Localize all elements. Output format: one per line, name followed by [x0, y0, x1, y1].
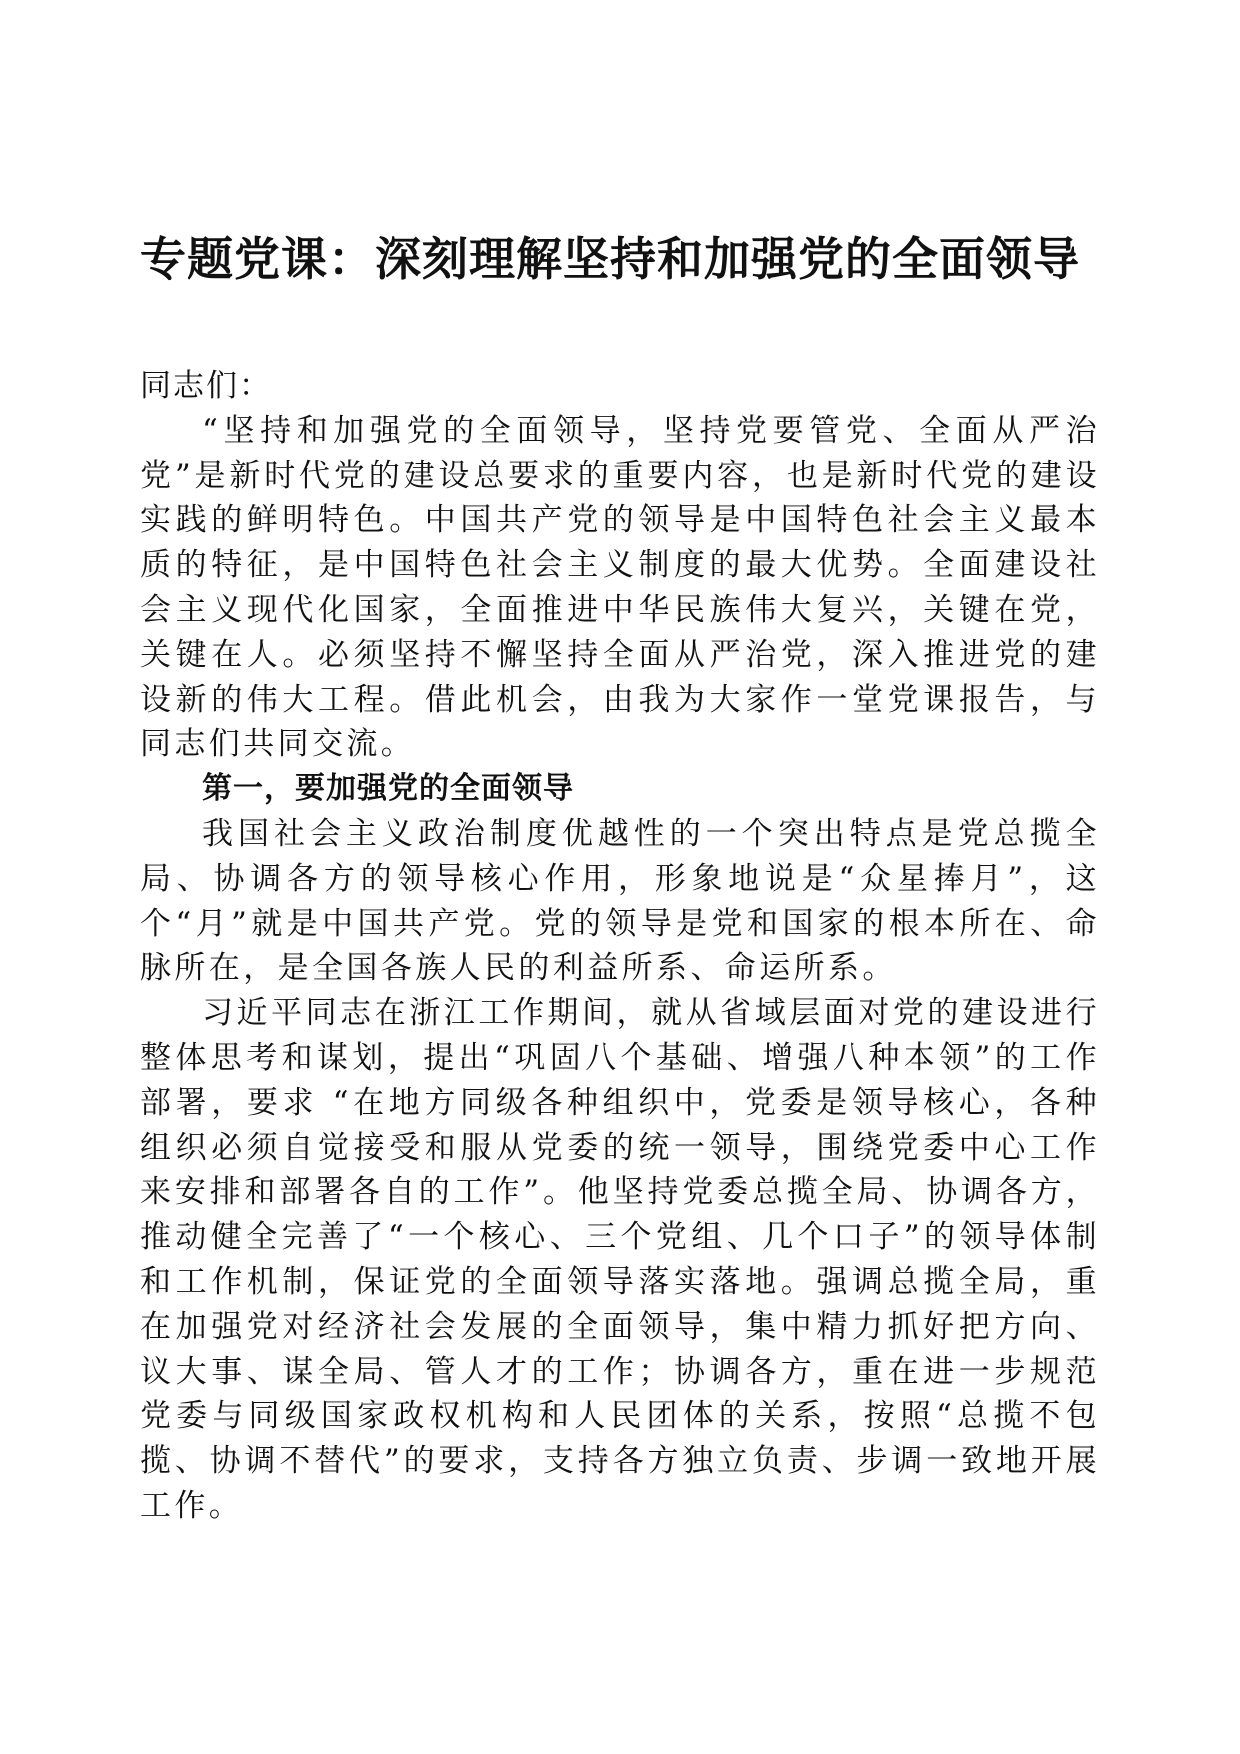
document-body — [140, 364, 1100, 1529]
document-title: 专题党课：深刻理解坚持和加强党的全面领导 — [140, 232, 1080, 286]
intro-paragraph: “坚持和加强党的全面领导，坚持党要管党、全面从严治党”是新时代党的建设总要求的重要内容，也是新时代党的建设实践的鲜明特色。中国共产党的领导是中国特色社会主义最本质的特征，是中国特色社会主义制度的最大优势。全面建设社会主义现代化国家，全面推进中华民族伟大复兴，关键在党，关键在人。必须坚持不懈坚持全面从严治党，深入推进党的建设新的伟大工程。借此机会，由我为大家作一堂党课报告，与同志们共同交流。 — [140, 412, 1100, 763]
section1-paragraph-1: 我国社会主义政治制度优越性的一个突出特点是党总揽全局、协调各方的领导核心作用，形象地说是“众星捧月”，这个“月”就是中国共产党。党的领导是党和国家的根本所在、命脉所在，是全国各族人民的利益所系、命运所系。 — [140, 815, 1100, 987]
salutation: 同志们： — [140, 368, 272, 404]
section-heading-1: 第一，要加强党的全面领导 — [202, 771, 574, 807]
section1-paragraph-2: 习近平同志在浙江工作期间，就从省域层面对党的建设进行整体思考和谋划，提出“巩固八个基础、增强八种本领”的工作部署，要求 “在地方同级各种组织中，党委是领导核心，各种组织必须自觉接受和服从党委的统一领导，围绕党委中心工作来安排和部署各自的工作”。他坚持党委总揽全局、协调各方，推动健全完善了“一个核心、三个党组、几个口子”的领导体制和工作机制，保证党的全面领导落实落地。强调总揽全局，重在加强党对经济社会发展的全面领导，集中精力抓好把方向、议大事、谋全局、管人才的工作；协调各方，重在进一步规范党委与同级国家政权机构和人民团体的关系，按照“总揽不包揽、协调不替代”的要求，支持各方独立负责、步调一致地开展工作。 — [140, 995, 1100, 1524]
